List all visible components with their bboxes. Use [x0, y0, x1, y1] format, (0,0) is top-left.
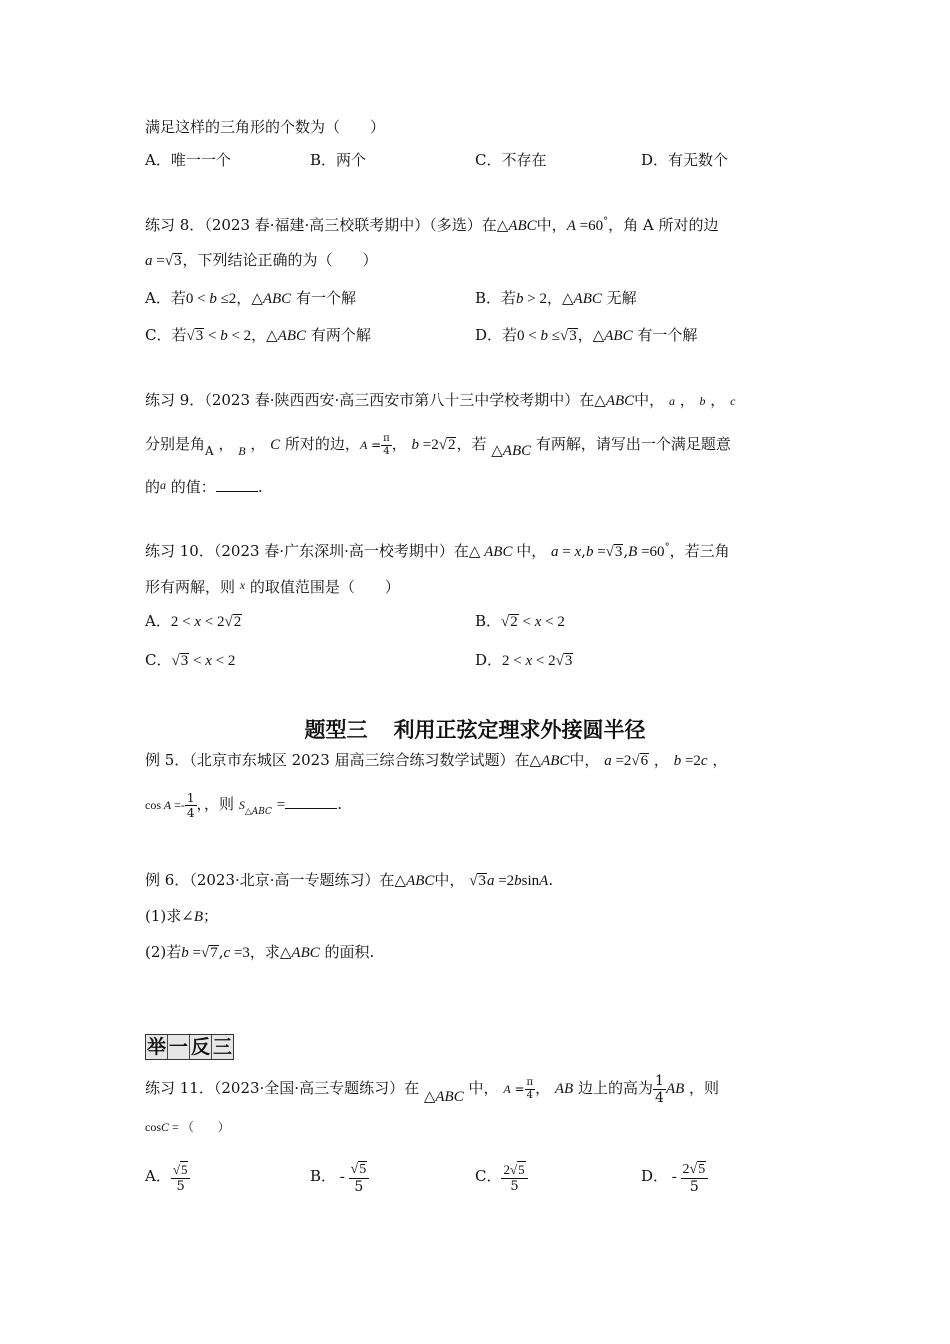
exercise-9-stem: 练习 9．（2023 春·陕西西安·高三西安市第八十三中学校考期中）在△ABC中， a ， b ， c: [145, 391, 736, 409]
option-a: A．2 < x < 2√2: [145, 612, 242, 630]
exercise-label: 练习 10．: [145, 542, 214, 560]
exercise-8-stem: 练习 8．（2023 春·福建·高三校联考期中）（多选）在△ABC中，A =60°，角 A 所对的边: [145, 216, 719, 234]
option-c: C． $\frac{2√5}{5}$: [475, 1156, 528, 1196]
example-5-stem: 例 5．（北京市东城区 2023 届高三综合练习数学试题）在△ABC中， a =2√6 ， b =2c ，: [145, 751, 728, 769]
exercise-9-stem-line3: 的$^a$ 的值： .: [145, 478, 263, 496]
example-label: 例 6．: [145, 871, 190, 889]
example-label: 例 5．: [145, 751, 190, 769]
option-d: D． - $\frac{2√5}{5}$: [641, 1156, 708, 1197]
option-d: D．2 < x < 2√3: [475, 651, 573, 669]
exercise-9-stem-line2: 分别是角$_A$ ， $_B$ ， C 所对的边，A = $\frac{\pi}{4}$ ， b =2√2，若 △ABC 有两解，请写出一个满足题意: [145, 432, 731, 459]
example-6-part-2: (2)若b =√7,c =3，求△ABC 的面积.: [145, 943, 375, 961]
option-b: B．若b > 2，△ABC 无解: [475, 289, 637, 307]
exercise-11-stem-line2: cosC = （ ）: [145, 1120, 230, 1134]
option-b: B． - $\frac{√5}{5}$: [310, 1156, 369, 1197]
option-c: C．√3 < x < 2: [145, 651, 236, 669]
example-6-part-1: (1)求∠B；: [145, 907, 219, 925]
exercise-11-stem: 练习 11．（2023·全国·高三专题练习）在 △ABC 中， A = $\frac{\pi}{4}$ ， AB 边上的高为 $\frac{1}{4}$ AB ，则: [145, 1072, 720, 1106]
option-c: C．不存在: [475, 151, 547, 169]
exercise-8-stem-line2: a =√3，下列结论正确的为（ ）: [145, 251, 378, 269]
option-b: B．两个: [310, 151, 367, 169]
exercise-label: 练习 8．: [145, 216, 205, 234]
option-a: A．唯一一个: [145, 151, 231, 169]
exercise-10-stem: 练习 10．（2023 春·广东深圳·高一校考期中）在△ ABC 中， a = x,b =√3,B =60°，若三角: [145, 542, 730, 560]
practice-banner: 举 一 反 三: [147, 1036, 233, 1058]
answer-blank[interactable]: [216, 479, 258, 492]
example-6-stem: 例 6．（2023·北京·高一专题练习）在△ABC中， √3a =2bsinA.: [145, 871, 554, 889]
option-a: A．若0 < b ≤2，△ABC 有一个解: [145, 289, 356, 307]
option-c: C．若√3 < b < 2，△ABC 有两个解: [145, 326, 371, 344]
exercise-label: 练习 9．: [145, 391, 205, 409]
section-title: 题型三 利用正弦定理求外接圆半径: [304, 718, 646, 742]
exercise-10-stem-line2: 形有两解，则 $^x$ 的取值范围是（ ）: [145, 578, 400, 596]
example-5-stem-line2: cos A =- $\frac{1}{4}$ ，，则 $S_{\triangle ABC}$ = .: [145, 790, 342, 820]
exercise-label: 练习 11．: [145, 1079, 214, 1097]
option-d: D．有无数个: [641, 151, 729, 169]
option-b: B．√2 < x < 2: [475, 612, 565, 630]
question-stem-tail: 满足这样的三角形的个数为（ ）: [145, 118, 386, 136]
answer-blank[interactable]: [285, 796, 337, 809]
option-a: A． $\frac{√5}{5}$: [145, 1156, 190, 1196]
option-d: D．若0 < b ≤√3，△ABC 有一个解: [475, 326, 698, 344]
